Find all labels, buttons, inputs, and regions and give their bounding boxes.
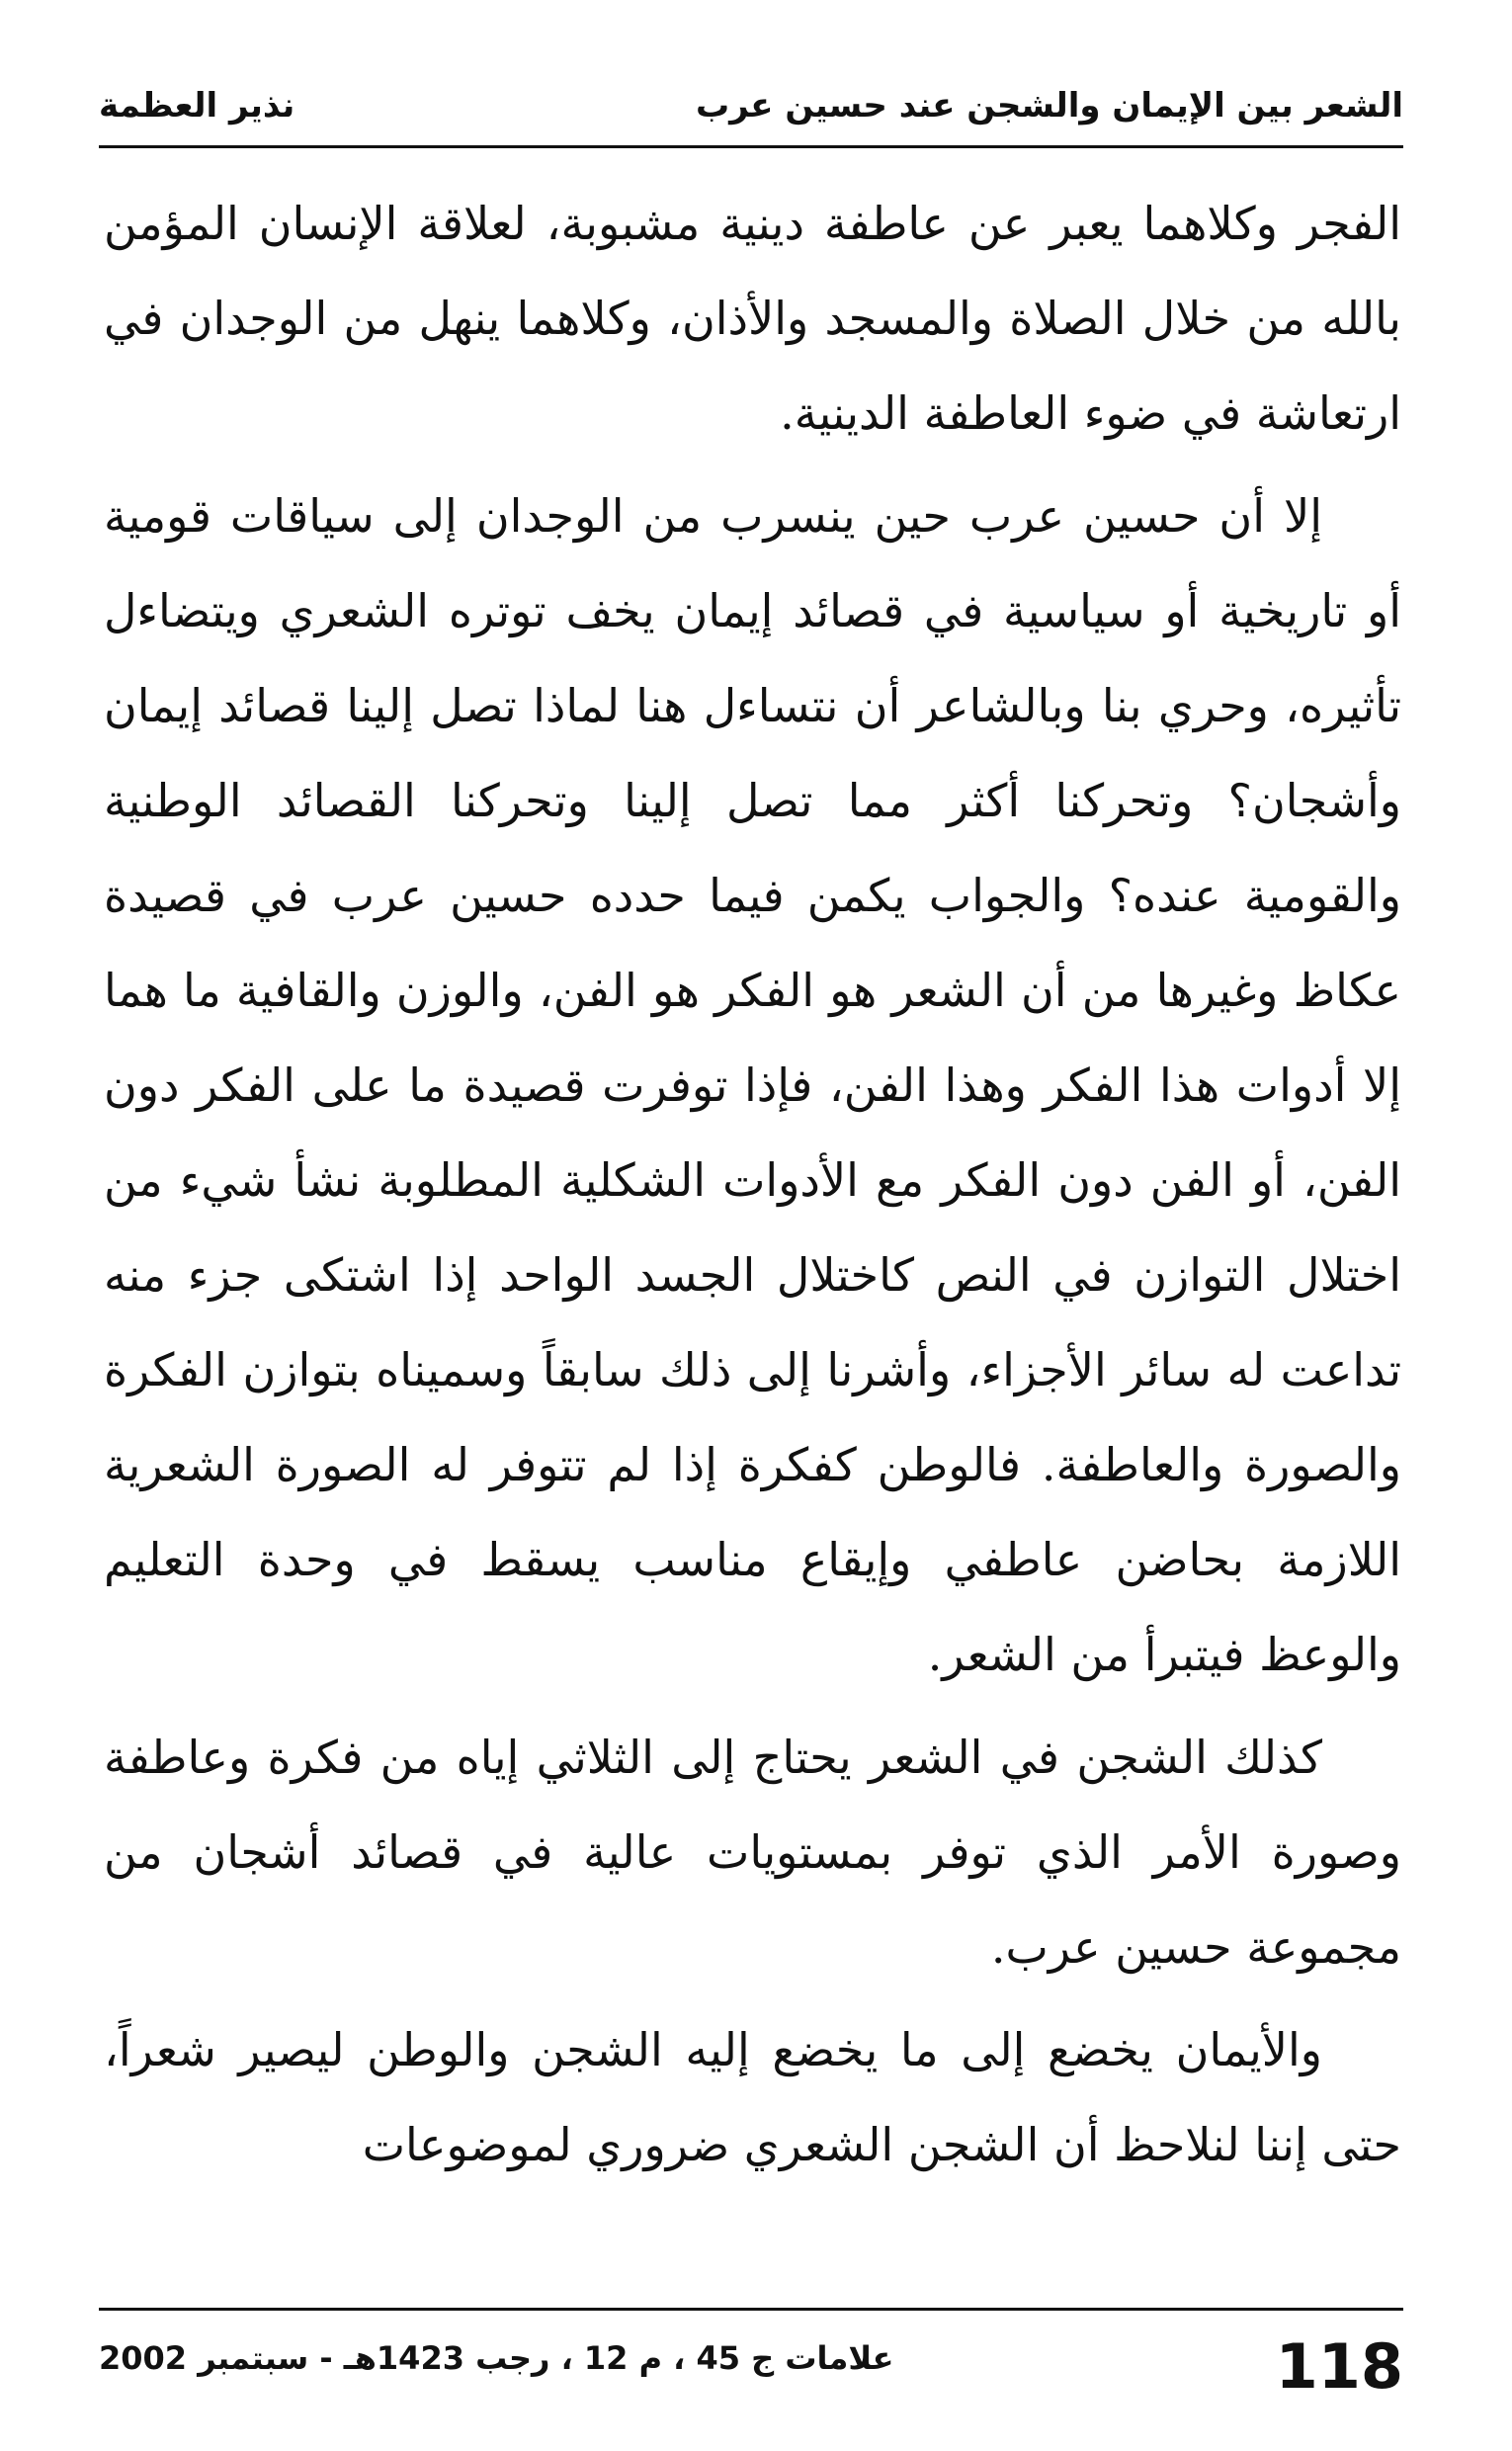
paragraph-2: إلا أن حسين عرب حين ينسرب من الوجدان إلى سياقات قومية أو تاريخية أو سياسية في قصائد إيمان يخف توتره الشعري ويتضاءل تأثيره، وحري بنا وبالشاعر أن نتساءل هنا لماذا تصل إلينا قصائد إيمان وأشجان؟ وتحركنا أكثر مما تصل إلينا وتحركنا القصائد الوطنية والقومية عنده؟ والجواب يكمن فيما حدده حسين عرب في قصيدة عكاظ وغيرها من أن الشعر هو الفكر هو الفن، والوزن والقافية ما هما إلا أدوات هذا الفكر وهذا الفن، فإذا توفرت قصيدة ما على الفكر دون الفن، أو الفن دون الفكر مع الأدوات الشكلية المطلوبة نشأ شيء من اختلال التوازن في النص كاختلال الجسد الواحد إذا اشتكى جزء منه تداعت له سائر الأجزاء، وأشرنا إلى ذلك سابقاً وسميناه بتوازن الفكرة والصورة والعاطفة. فالوطن كفكرة إذا لم تتوفر له الصورة الشعرية اللازمة بحاضن عاطفي وإيقاع مناسب يسقط في وحدة التعليم والوعظ فيتبرأ من الشعر. (104, 489, 1401, 1681)
page-footer (99, 2323, 1403, 2411)
paragraph-1: الفجر وكلاهما يعبر عن عاطفة دينية مشبوبة، لعلاقة الإنسان المؤمن بالله من خلال الصلاة والمسجد والأذان، وكلاهما ينهل من الوجدان في ارتعاشة في ضوء العاطفة الدينية. (104, 197, 1401, 440)
page-number: 118 (1275, 2330, 1403, 2403)
journal-info: علامات ج 45 ، م 12 ، رجب 1423هـ - سبتمبر 2002 (99, 2339, 894, 2377)
running-header (99, 61, 1403, 150)
footer-divider (99, 2308, 1403, 2311)
article-title: الشعر بين الإيمان والشجن عند حسين عرب (695, 86, 1403, 126)
author-name: نذير العظمة (99, 86, 295, 126)
article-body (104, 176, 1401, 2200)
paragraph-3: كذلك الشجن في الشعر يحتاج إلى الثلاثي إياه من فكرة وعاطفة وصورة الأمر الذي توفر بمستويات عالية في قصائد أشجان من مجموعة حسين عرب. (104, 1731, 1401, 1974)
header-divider (99, 145, 1403, 148)
paragraph-4: والأيمان يخضع إلى ما يخضع إليه الشجن والوطن ليصير شعراً، حتى إننا لنلاحظ أن الشجن الشعري ضروري لموضوعات (104, 2023, 1401, 2171)
